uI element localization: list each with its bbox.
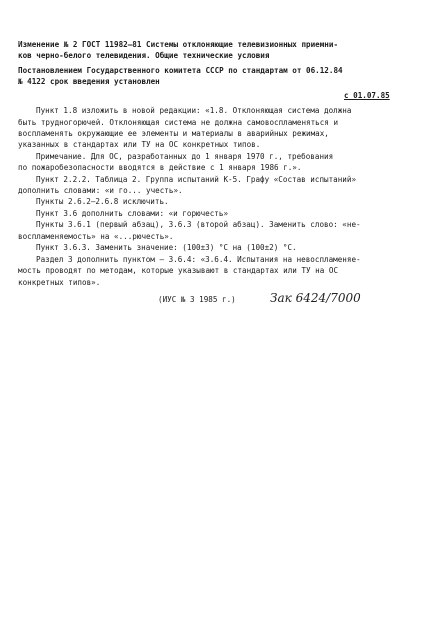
body-line-13: Пункт 3.6.3. Заменить значение: (100±3) °С на (100±2) °С.: [36, 243, 297, 252]
body-line-5: Примечание. Для ОС, разработанных до 1 января 1970 г., требования: [36, 152, 334, 161]
body-line-12: воспламеняемость» на «...рючесть».: [18, 232, 174, 241]
header-line-2: ков черно-белого телевидения. Общие технические условия: [18, 51, 270, 60]
body-line-16: конкретных типов».: [18, 278, 101, 287]
effective-date: с 01.07.85: [344, 91, 390, 100]
header-line-3: Постановлением Государственного комитета СССР по стандартам от 06.12.84: [18, 66, 343, 75]
body-line-15: мость проводят по методам, которые указывают в стандартах или ТУ на ОС: [18, 266, 339, 275]
body-line-14: Раздел 3 дополнить пунктом — 3.6.4: «3.6.4. Испытания на невоспламеняе-: [36, 255, 361, 264]
body-line-8: дополнить словами: «и го... учесть».: [18, 186, 183, 195]
ius-reference: (ИУС № 3 1985 г.): [158, 295, 236, 304]
body-line-11: Пункты 3.6.1 (первый абзац), 3.6.3 (второй абзац). Заменить слово: «не-: [36, 220, 361, 229]
body-line-3: воспламенять окружающие ее элементы и материалы в аварийных режимах,: [18, 129, 329, 138]
body-line-1: Пункт 1.8 изложить в новой редакции: «1.8. Отклоняющая система должна: [36, 106, 352, 115]
body-line-4: указанных в стандартах или ТУ на ОС конкретных типов.: [18, 140, 261, 149]
body-line-7: Пункт 2.2.2. Таблица 2. Группа испытаний К-5. Графу «Состав испытаний»: [36, 175, 357, 184]
body-line-6: по пожаробезопасности вводятся в действие с 1 января 1986 г.».: [18, 163, 302, 172]
header-line-1: Изменение № 2 ГОСТ 11982—81 Системы отклоняющие телевизионных приемни-: [18, 40, 339, 49]
body-line-2: быть трудногорючей. Отклоняющая система не должна самовоспламеняться и: [18, 118, 339, 127]
header-line-4: № 4122 срок введения установлен: [18, 77, 160, 86]
body-line-9: Пункты 2.6.2—2.6.8 исключить.: [36, 197, 169, 206]
body-line-10: Пункт 3.6 дополнить словами: «и горючесть»: [36, 209, 229, 218]
handwritten-order-number: Зак 6424/7000: [270, 291, 361, 305]
